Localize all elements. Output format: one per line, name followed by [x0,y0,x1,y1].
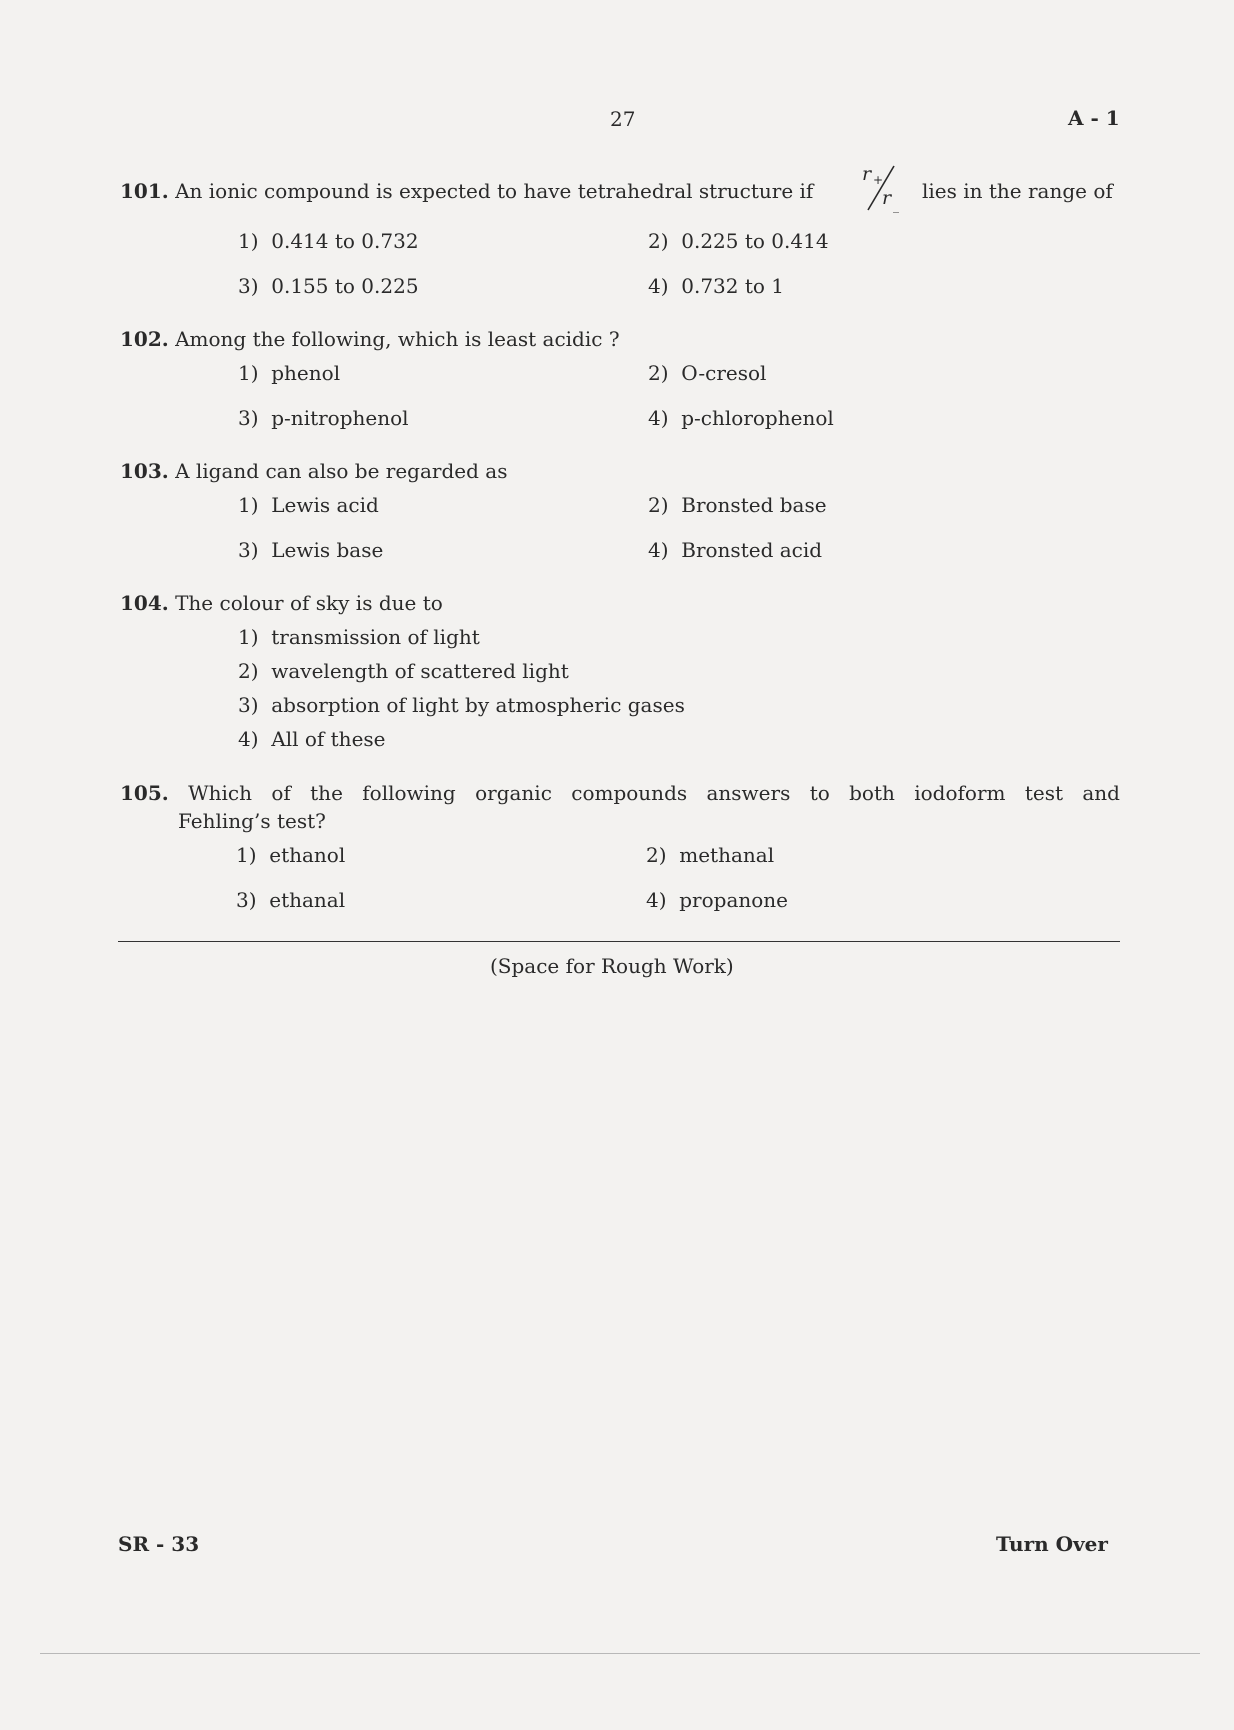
option-1[interactable] [238,228,419,254]
option-2[interactable] [648,228,829,254]
option-text: Lewis acid [271,493,379,517]
option-label: 2) [648,361,669,385]
option-text: 0.732 to 1 [681,274,785,298]
option-4[interactable] [648,273,784,299]
question-stem [120,780,1120,806]
option-label: 3) [236,888,257,912]
page-bottom-line [40,1653,1200,1654]
option-4[interactable] [648,537,822,563]
option-text: 0.414 to 0.732 [271,229,419,253]
option-3[interactable] [236,887,345,913]
rough-work-label: (Space for Rough Work) [490,954,734,978]
option-label: 1) [238,229,259,253]
option-1[interactable] [238,492,379,518]
option-text: phenol [271,361,341,385]
question-number: 105. [120,781,169,805]
question-text: The colour of sky is due to [175,591,443,615]
question-text: Among the following, which is least acidic ? [175,327,620,351]
option-text: O-cresol [681,361,767,385]
option-4[interactable] [646,887,788,913]
question-number: 103. [120,459,169,483]
option-3[interactable] [238,692,685,718]
fraction-denominator-sub: _ [893,199,899,213]
option-text: absorption of light by atmospheric gases [271,693,685,717]
option-label: 2) [648,493,669,517]
question-number: 102. [120,327,169,351]
option-label: 2) [646,843,667,867]
option-text: All of these [271,727,386,751]
option-label: 1) [238,625,259,649]
option-text: propanone [679,888,789,912]
option-text: methanal [679,843,775,867]
option-text: p-chlorophenol [681,406,834,430]
option-3[interactable] [238,273,419,299]
divider-line [118,941,1120,942]
option-2[interactable] [646,842,774,868]
option-label: 1) [238,493,259,517]
question-text: A ligand can also be regarded as [175,459,508,483]
option-4[interactable] [648,405,834,431]
option-label: 1) [238,361,259,385]
option-label: 3) [238,406,259,430]
option-2[interactable] [648,492,827,518]
option-label: 1) [236,843,257,867]
option-1[interactable] [238,624,480,650]
radius-ratio-fraction [858,160,912,218]
question-stem [120,458,507,484]
option-text: transmission of light [271,625,480,649]
option-text: Bronsted acid [681,538,823,562]
option-3[interactable] [238,405,409,431]
fraction-numerator-sub: + [873,173,884,187]
paper-code: A - 1 [1068,106,1120,130]
option-2[interactable] [648,360,766,386]
option-label: 3) [238,693,259,717]
option-label: 2) [238,659,259,683]
turn-over-label: Turn Over [996,1532,1108,1556]
option-text: 0.155 to 0.225 [271,274,419,298]
option-text: ethanal [269,888,346,912]
option-label: 3) [238,274,259,298]
question-number: 101. [120,179,169,203]
option-2[interactable] [238,658,569,684]
option-label: 4) [238,727,259,751]
question-stem [120,326,620,352]
option-text: wavelength of scattered light [271,659,569,683]
question-number: 104. [120,591,169,615]
option-label: 2) [648,229,669,253]
fraction-denominator: r [882,187,892,209]
option-label: 4) [648,274,669,298]
option-label: 4) [648,538,669,562]
fraction-numerator: r [862,163,872,185]
page-number: 27 [610,107,636,131]
question-text-continued: lies in the range of [922,179,1113,203]
option-label: 3) [238,538,259,562]
question-text-line2: Fehling’s test? [178,809,326,833]
option-3[interactable] [238,537,383,563]
question-stem [120,178,813,204]
question-stem [120,590,443,616]
option-text: p-nitrophenol [271,406,409,430]
option-1[interactable] [238,360,340,386]
question-text: Which of the following organic compounds answers to both iodoform test and [188,781,1120,805]
option-text: 0.225 to 0.414 [681,229,829,253]
option-label: 4) [648,406,669,430]
option-1[interactable] [236,842,345,868]
question-text: An ionic compound is expected to have tetrahedral structure if [175,179,814,203]
option-text: Lewis base [271,538,384,562]
option-label: 4) [646,888,667,912]
option-4[interactable] [238,726,386,752]
footer-code: SR - 33 [118,1532,200,1556]
option-text: ethanol [269,843,346,867]
option-text: Bronsted base [681,493,827,517]
